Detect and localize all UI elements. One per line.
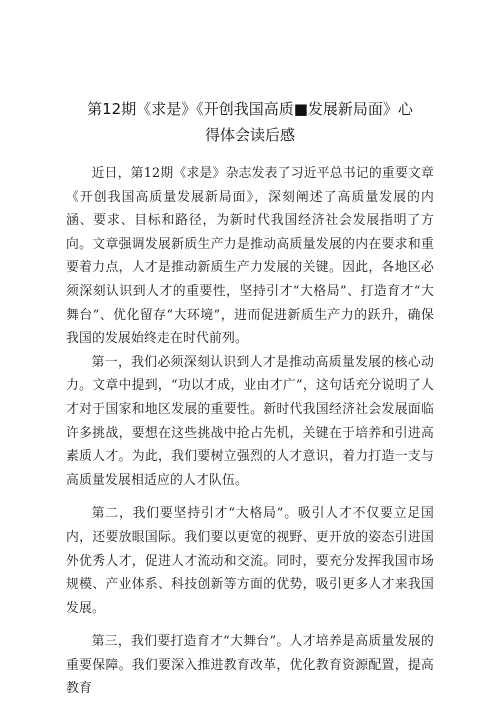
title-line-2: 得体会读后感	[204, 126, 295, 144]
paragraph-intro: 近日，第12期《求是》杂志发表了习近平总书记的重要文章《开创我国高质量发展新局面》，深刻阐述了高质量发展的内涵、要求、目标和路径，为新时代我国经济社会发展指明了方向。文章强调发展新质生产力是推动高质量发展的内在要求和重要着力点，人才是推动新质生产力发展的关键。因此，各地区必须深刻认识到人才的重要性，坚持引才“大格局”、打造育才“大舞台”、优化留存“大环境”，进而促进新质生产力的跃升，确保我国的发展始终走在时代前列。	[66, 166, 434, 347]
document-title	[60, 96, 440, 148]
paragraph-second: 第二，我们要坚持引才“大格局”。吸引人才不仅要立足国内，还要放眼国际。我们要以更宽的视野、更开放的姿态引进国外优秀人才，促进人才流动和交流。同时，要充分发挥我国市场规模、产业体系、科技创新等方面的优势，吸引更多人才来我国发展。	[66, 506, 434, 616]
paragraph-third: 第三，我们要打造育才“大舞台”。人才培养是高质量发展的重要保障。我们要深入推进教育改革，优化教育资源配置，提高教育	[66, 634, 434, 697]
paragraph-first: 第一，我们必须深刻认识到人才是推动高质量发展的核心动力。文章中提到，“功以才成，业由才广”，这句话充分说明了人才对于国家和地区发展的重要性。新时代我国经济社会发展面临许多挑战，要想在这些挑战中抢占先机，关键在于培养和引进高素质人才。为此，我们要树立强烈的人才意识，着力打造一支与高质量发展相适应的人才队伍。	[66, 354, 434, 488]
title-line-1: 第12期《求是》《开创我国高质■发展新局面》心	[87, 100, 413, 118]
document-body	[66, 162, 434, 701]
